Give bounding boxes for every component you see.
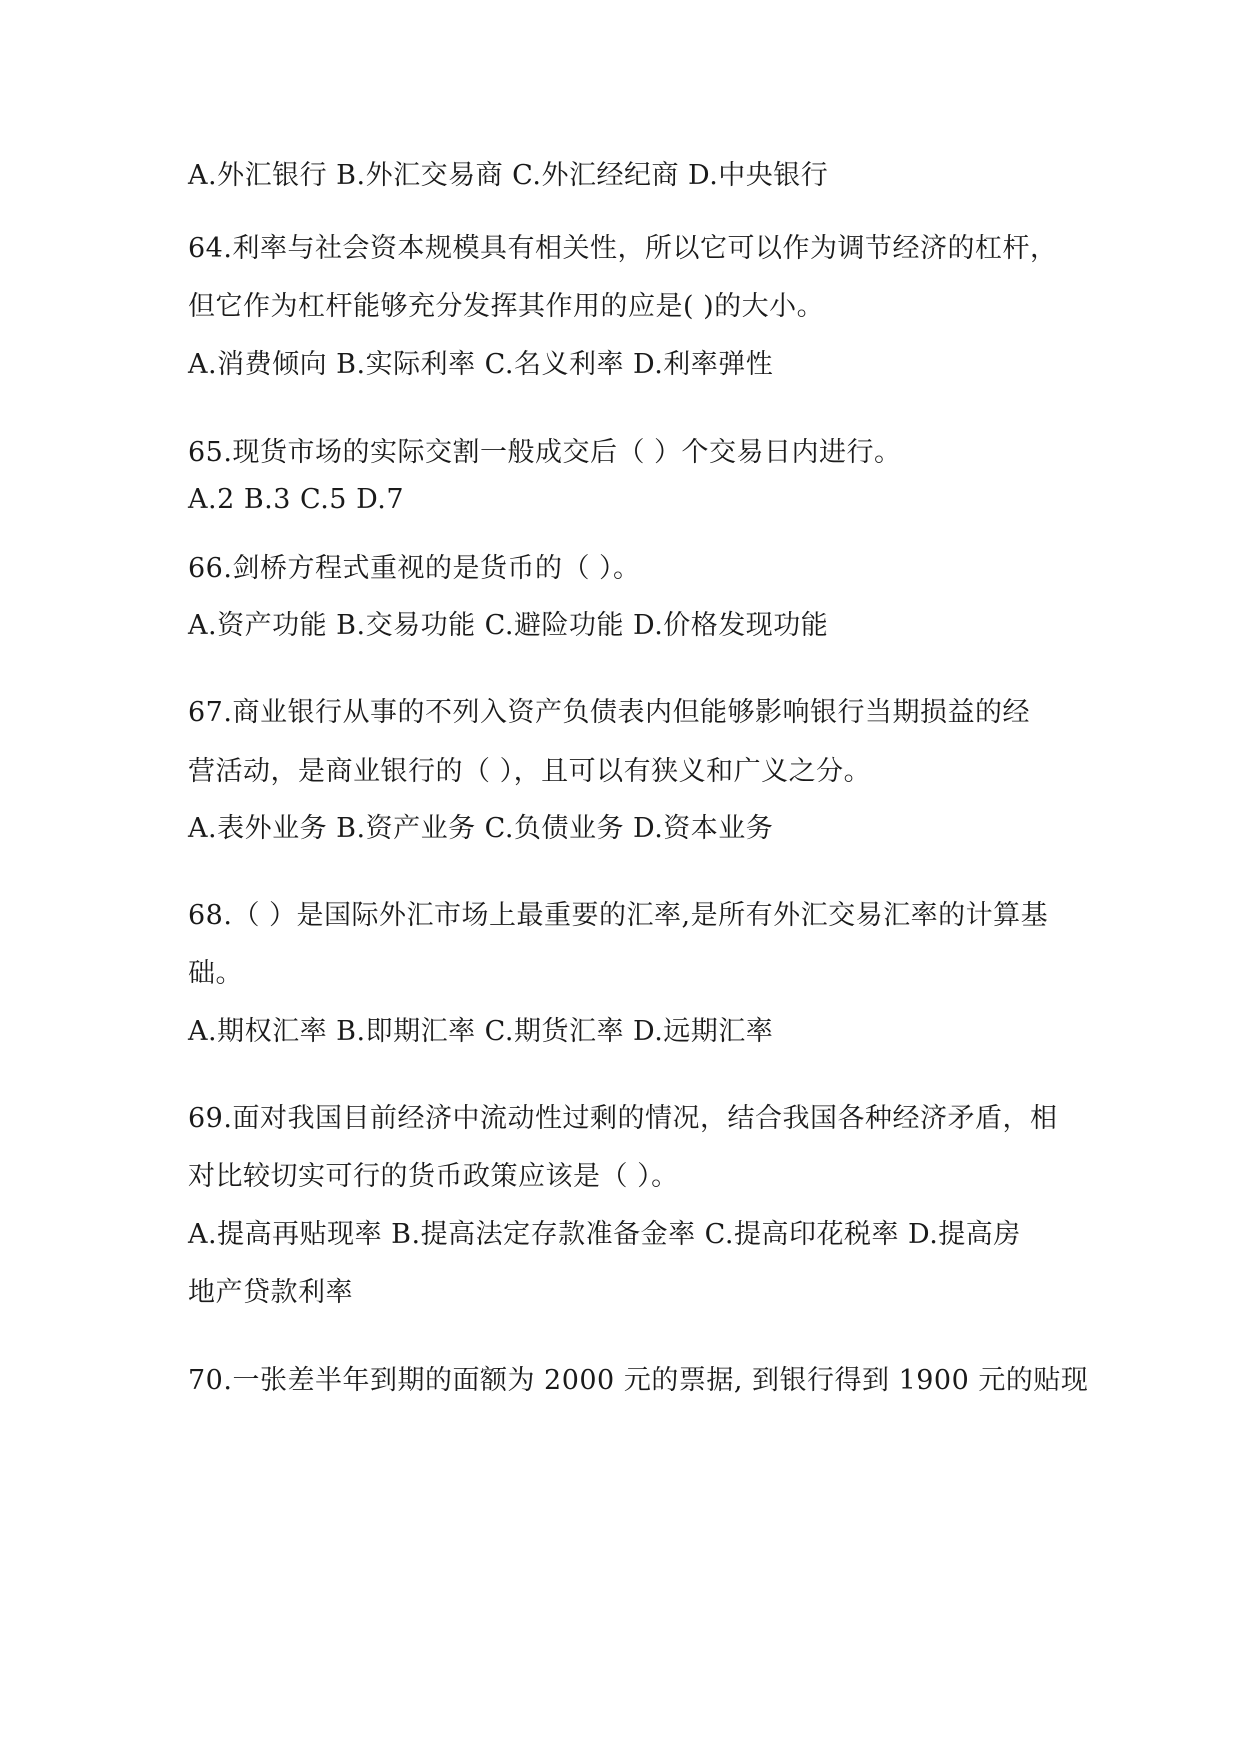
q66-options: A.资产功能 B.交易功能 C.避险功能 D.价格发现功能: [188, 610, 829, 641]
q63-options: A.外汇银行 B.外汇交易商 C.外汇经纪商 D.中央银行: [188, 160, 829, 191]
q67-stem-line-1: 67.商业银行从事的不列入资产负债表内但能够影响银行当期损益的经: [188, 697, 1030, 728]
q68-stem-line-2: 础。: [188, 958, 243, 989]
q70-stem-line-1: 70.一张差半年到期的面额为 2000 元的票据, 到银行得到 1900 元的贴现: [188, 1365, 1089, 1396]
q68-options: A.期权汇率 B.即期汇率 C.期货汇率 D.远期汇率: [188, 1016, 774, 1047]
q67-options: A.表外业务 B.资产业务 C.负债业务 D.资本业务: [188, 813, 774, 844]
q69-options-line-1: A.提高再贴现率 B.提高法定存款准备金率 C.提高印花税率 D.提高房: [188, 1219, 1021, 1250]
q64-options: A.消费倾向 B.实际利率 C.名义利率 D.利率弹性: [188, 349, 774, 380]
q67-stem-line-2: 营活动，是商业银行的（ ），且可以有狭义和广义之分。: [188, 756, 872, 787]
q66-stem: 66.剑桥方程式重视的是货币的（ ）。: [188, 553, 641, 584]
q69-options-line-2: 地产贷款利率: [188, 1277, 353, 1308]
q69-stem-line-2: 对比较切实可行的货币政策应该是（ ）。: [188, 1161, 679, 1192]
q65-options: A.2 B.3 C.5 D.7: [188, 484, 405, 515]
q64-stem-line-2: 但它作为杠杆能够充分发挥其作用的应是( )的大小。: [188, 291, 825, 322]
q68-stem-line-1: 68.（ ）是国际外汇市场上最重要的汇率,是所有外汇交易汇率的计算基: [188, 900, 1049, 931]
q64-stem-line-1: 64.利率与社会资本规模具有相关性，所以它可以作为调节经济的杠杆，: [188, 233, 1058, 264]
q65-stem: 65.现货市场的实际交割一般成交后（ ）个交易日内进行。: [188, 437, 902, 468]
q69-stem-line-1: 69.面对我国目前经济中流动性过剩的情况，结合我国各种经济矛盾，相: [188, 1103, 1058, 1134]
